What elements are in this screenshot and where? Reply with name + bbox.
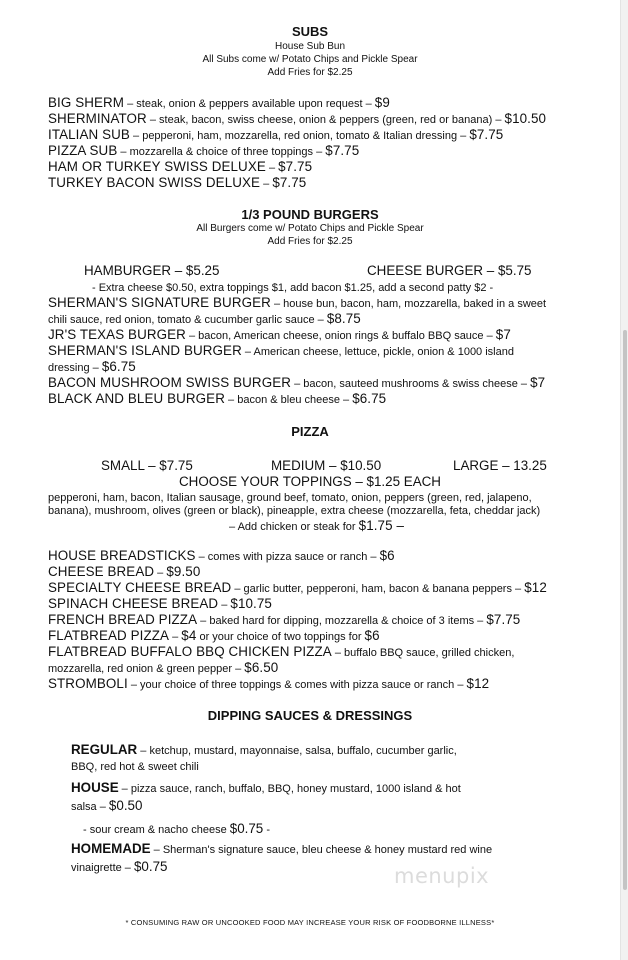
- item-desc: – steak, onion & peppers available upon request –: [124, 98, 375, 110]
- item-desc: – American cheese, lettuce, pickle, onion & 1000 island: [241, 346, 514, 358]
- item-name: SPECIALTY CHEESE BREAD: [48, 580, 232, 595]
- item-price: $10.50: [504, 111, 547, 126]
- menu-item: [48, 111, 546, 128]
- item-price: $6.75: [352, 391, 387, 406]
- pizza-toppings-list: banana), mushroom, olives (green or black), pineapple, extra cheese (mozzarella, feta, cheddar jack): [48, 505, 541, 517]
- item-price: $6: [364, 628, 380, 643]
- item-desc: – bacon & bleu cheese –: [224, 394, 353, 406]
- sauce-desc: – ketchup, mustard, mayonnaise, salsa, buffalo, cucumber garlic,: [137, 745, 457, 757]
- item-price: $9: [374, 95, 390, 110]
- item-name: BACON MUSHROOM SWISS BURGER: [48, 375, 292, 390]
- item-desc: –: [265, 162, 279, 174]
- item-name: SHERMINATOR: [48, 111, 147, 126]
- item-desc: –: [260, 178, 273, 190]
- menu-item: [48, 175, 306, 192]
- sauce-price: $0.75: [133, 859, 168, 874]
- item-desc: – bacon, American cheese, onion rings & buffalo BBQ sauce –: [185, 330, 496, 342]
- item-price: $7: [530, 375, 546, 390]
- menu-item: [48, 564, 200, 581]
- subs-title: SUBS: [291, 24, 329, 39]
- sauce-name: HOMEMADE: [71, 841, 151, 856]
- item-price: $12: [466, 676, 490, 691]
- menupix-watermark: menupix: [394, 864, 490, 888]
- sauce-name: REGULAR: [71, 742, 138, 757]
- sauce-price: $0.75: [229, 821, 264, 836]
- menu-item: [48, 343, 514, 360]
- item-price: $7: [495, 327, 511, 342]
- pizza-add-chicken: – Add chicken or steak for $1.75 –: [229, 518, 405, 533]
- item-name: FRENCH BREAD PIZZA: [48, 612, 198, 627]
- item-name: TURKEY BACON SWISS DELUXE: [48, 175, 261, 190]
- sauce-price: $0.50: [108, 798, 143, 813]
- sauce-house: [71, 780, 461, 797]
- burgers-note: All Burgers come w/ Potato Chips and Pickle Spear: [196, 223, 424, 234]
- menu-item: [48, 596, 272, 613]
- item-desc: – garlic butter, pepperoni, ham, bacon & banana peppers –: [231, 583, 525, 595]
- item-desc: – baked hard for dipping, mozzarella & choice of 3 items –: [197, 615, 487, 627]
- menu-item: [48, 295, 546, 312]
- menu-item: [48, 548, 395, 565]
- item-name: HOUSE BREADSTICKS: [48, 548, 196, 563]
- item-desc: mozzarella, red onion & green pepper –: [48, 663, 245, 675]
- item-name: JR'S TEXAS BURGER: [48, 327, 186, 342]
- item-name: SPINACH CHEESE BREAD: [48, 596, 219, 611]
- sauce-house-cont: salsa – $0.50: [71, 798, 143, 813]
- menu-item: [48, 612, 520, 629]
- food-safety-disclaimer: * CONSUMING RAW OR UNCOOKED FOOD MAY INCREASE YOUR RISK OF FOODBORNE ILLNESS*: [125, 918, 495, 927]
- item-price: $7.75: [278, 159, 313, 174]
- item-desc: – mozzarella & choice of three toppings –: [117, 146, 326, 158]
- menu-item: [48, 580, 547, 597]
- item-price: $6.75: [101, 359, 136, 374]
- menu-item: [48, 159, 312, 176]
- item-price: $7.75: [469, 127, 504, 142]
- item-name: PIZZA SUB: [48, 143, 118, 158]
- subs-note: House Sub Bun: [274, 41, 346, 52]
- menu-item: [48, 644, 514, 661]
- item-price: $6: [379, 548, 395, 563]
- item-price: $12: [524, 580, 547, 595]
- item-desc: – pepperoni, ham, mozzarella, red onion, tomato & Italian dressing –: [129, 130, 470, 142]
- menu-item: [48, 628, 380, 645]
- item-name: BLACK AND BLEU BURGER: [48, 391, 225, 406]
- item-desc: or your choice of two toppings for: [196, 631, 365, 643]
- item-name: SHERMAN'S SIGNATURE BURGER: [48, 295, 271, 310]
- item-price: $9.50: [166, 564, 201, 579]
- item-name: FLATBREAD PIZZA: [48, 628, 170, 643]
- item-name: FLATBREAD BUFFALO BBQ CHICKEN PIZZA: [48, 644, 332, 659]
- menu-item-cont: [48, 359, 136, 376]
- item-desc: – house bun, bacon, ham, mozzarella, baked in a sweet: [270, 298, 547, 310]
- sauce-sour-cream: - sour cream & nacho cheese $0.75 -: [83, 821, 270, 836]
- item-desc: –: [154, 567, 167, 579]
- item-name: SHERMAN'S ISLAND BURGER: [48, 343, 242, 358]
- burgers-note: Add Fries for $2.25: [267, 236, 353, 247]
- menu-item: [48, 127, 503, 144]
- item-name: ITALIAN SUB: [48, 127, 130, 142]
- item-price: $7.75: [272, 175, 307, 190]
- sauce-name: HOUSE: [71, 780, 119, 795]
- burger-extras: - Extra cheese $0.50, extra toppings $1, add bacon $1.25, add a second patty $2 -: [92, 282, 494, 294]
- hamburger-price: HAMBURGER – $5.25: [84, 263, 220, 278]
- item-price: $6.50: [244, 660, 279, 675]
- item-price: $7.75: [325, 143, 360, 158]
- item-desc: dressing –: [48, 362, 102, 374]
- item-desc: –: [218, 599, 231, 611]
- pizza-large-price: LARGE – 13.25: [453, 458, 547, 473]
- item-name: CHEESE BREAD: [48, 564, 155, 579]
- menu-item: [48, 375, 545, 392]
- pizza-title: PIZZA: [291, 424, 329, 439]
- item-name: BIG SHERM: [48, 95, 125, 110]
- item-desc: –: [169, 631, 182, 643]
- item-price: $4: [181, 628, 197, 643]
- scrollbar-thumb[interactable]: [623, 330, 627, 890]
- subs-note: All Subs come w/ Potato Chips and Pickle Spear: [202, 54, 418, 65]
- sauce-regular-cont: BBQ, red hot & sweet chili: [71, 761, 199, 773]
- item-desc: – comes with pizza sauce or ranch –: [195, 551, 380, 563]
- menu-item: [48, 143, 359, 160]
- menu-item-cont: [48, 311, 361, 328]
- burgers-title: 1/3 POUND BURGERS: [241, 207, 379, 222]
- item-desc: – bacon, sauteed mushrooms & swiss cheese –: [291, 378, 531, 390]
- sauce-homemade-cont: vinaigrette – $0.75: [71, 859, 168, 874]
- menu-item: [48, 95, 390, 112]
- item-price: $7.75: [486, 612, 521, 627]
- vertical-scrollbar[interactable]: [620, 0, 628, 960]
- pizza-medium-price: MEDIUM – $10.50: [271, 458, 382, 473]
- item-desc: chili sauce, red onion, tomato & cucumber garlic sauce –: [48, 314, 327, 326]
- menu-item-cont: [48, 660, 278, 677]
- item-name: HAM OR TURKEY SWISS DELUXE: [48, 159, 266, 174]
- item-desc: – your choice of three toppings & comes with pizza sauce or ranch –: [127, 679, 467, 691]
- item-desc: – buffalo BBQ sauce, grilled chicken,: [331, 647, 515, 659]
- pizza-toppings-list: pepperoni, ham, bacon, Italian sausage, ground beef, tomato, onion, peppers (green, red, jalapeno,: [48, 492, 532, 504]
- menu-item: [48, 391, 386, 408]
- pizza-toppings-price: CHOOSE YOUR TOPPINGS – $1.25 EACH: [179, 474, 441, 489]
- pizza-small-price: SMALL – $7.75: [101, 458, 193, 473]
- menu-item: [48, 676, 489, 693]
- sauces-title: DIPPING SAUCES & DRESSINGS: [207, 708, 413, 723]
- sauce-desc: – Sherman's signature sauce, bleu cheese & honey mustard red wine: [150, 844, 493, 856]
- item-price: $10.75: [230, 596, 272, 611]
- item-price: $8.75: [326, 311, 361, 326]
- cheeseburger-price: CHEESE BURGER – $5.75: [367, 263, 532, 278]
- menu-item: [48, 327, 511, 344]
- sauce-regular: [71, 742, 457, 759]
- subs-note: Add Fries for $2.25: [267, 67, 353, 78]
- item-desc: – steak, bacon, swiss cheese, onion & peppers (green, red or banana) –: [146, 114, 505, 126]
- item-name: STROMBOLI: [48, 676, 128, 691]
- sauce-desc: – pizza sauce, ranch, buffalo, BBQ, honey mustard, 1000 island & hot: [118, 783, 461, 795]
- sauce-homemade: [71, 841, 492, 858]
